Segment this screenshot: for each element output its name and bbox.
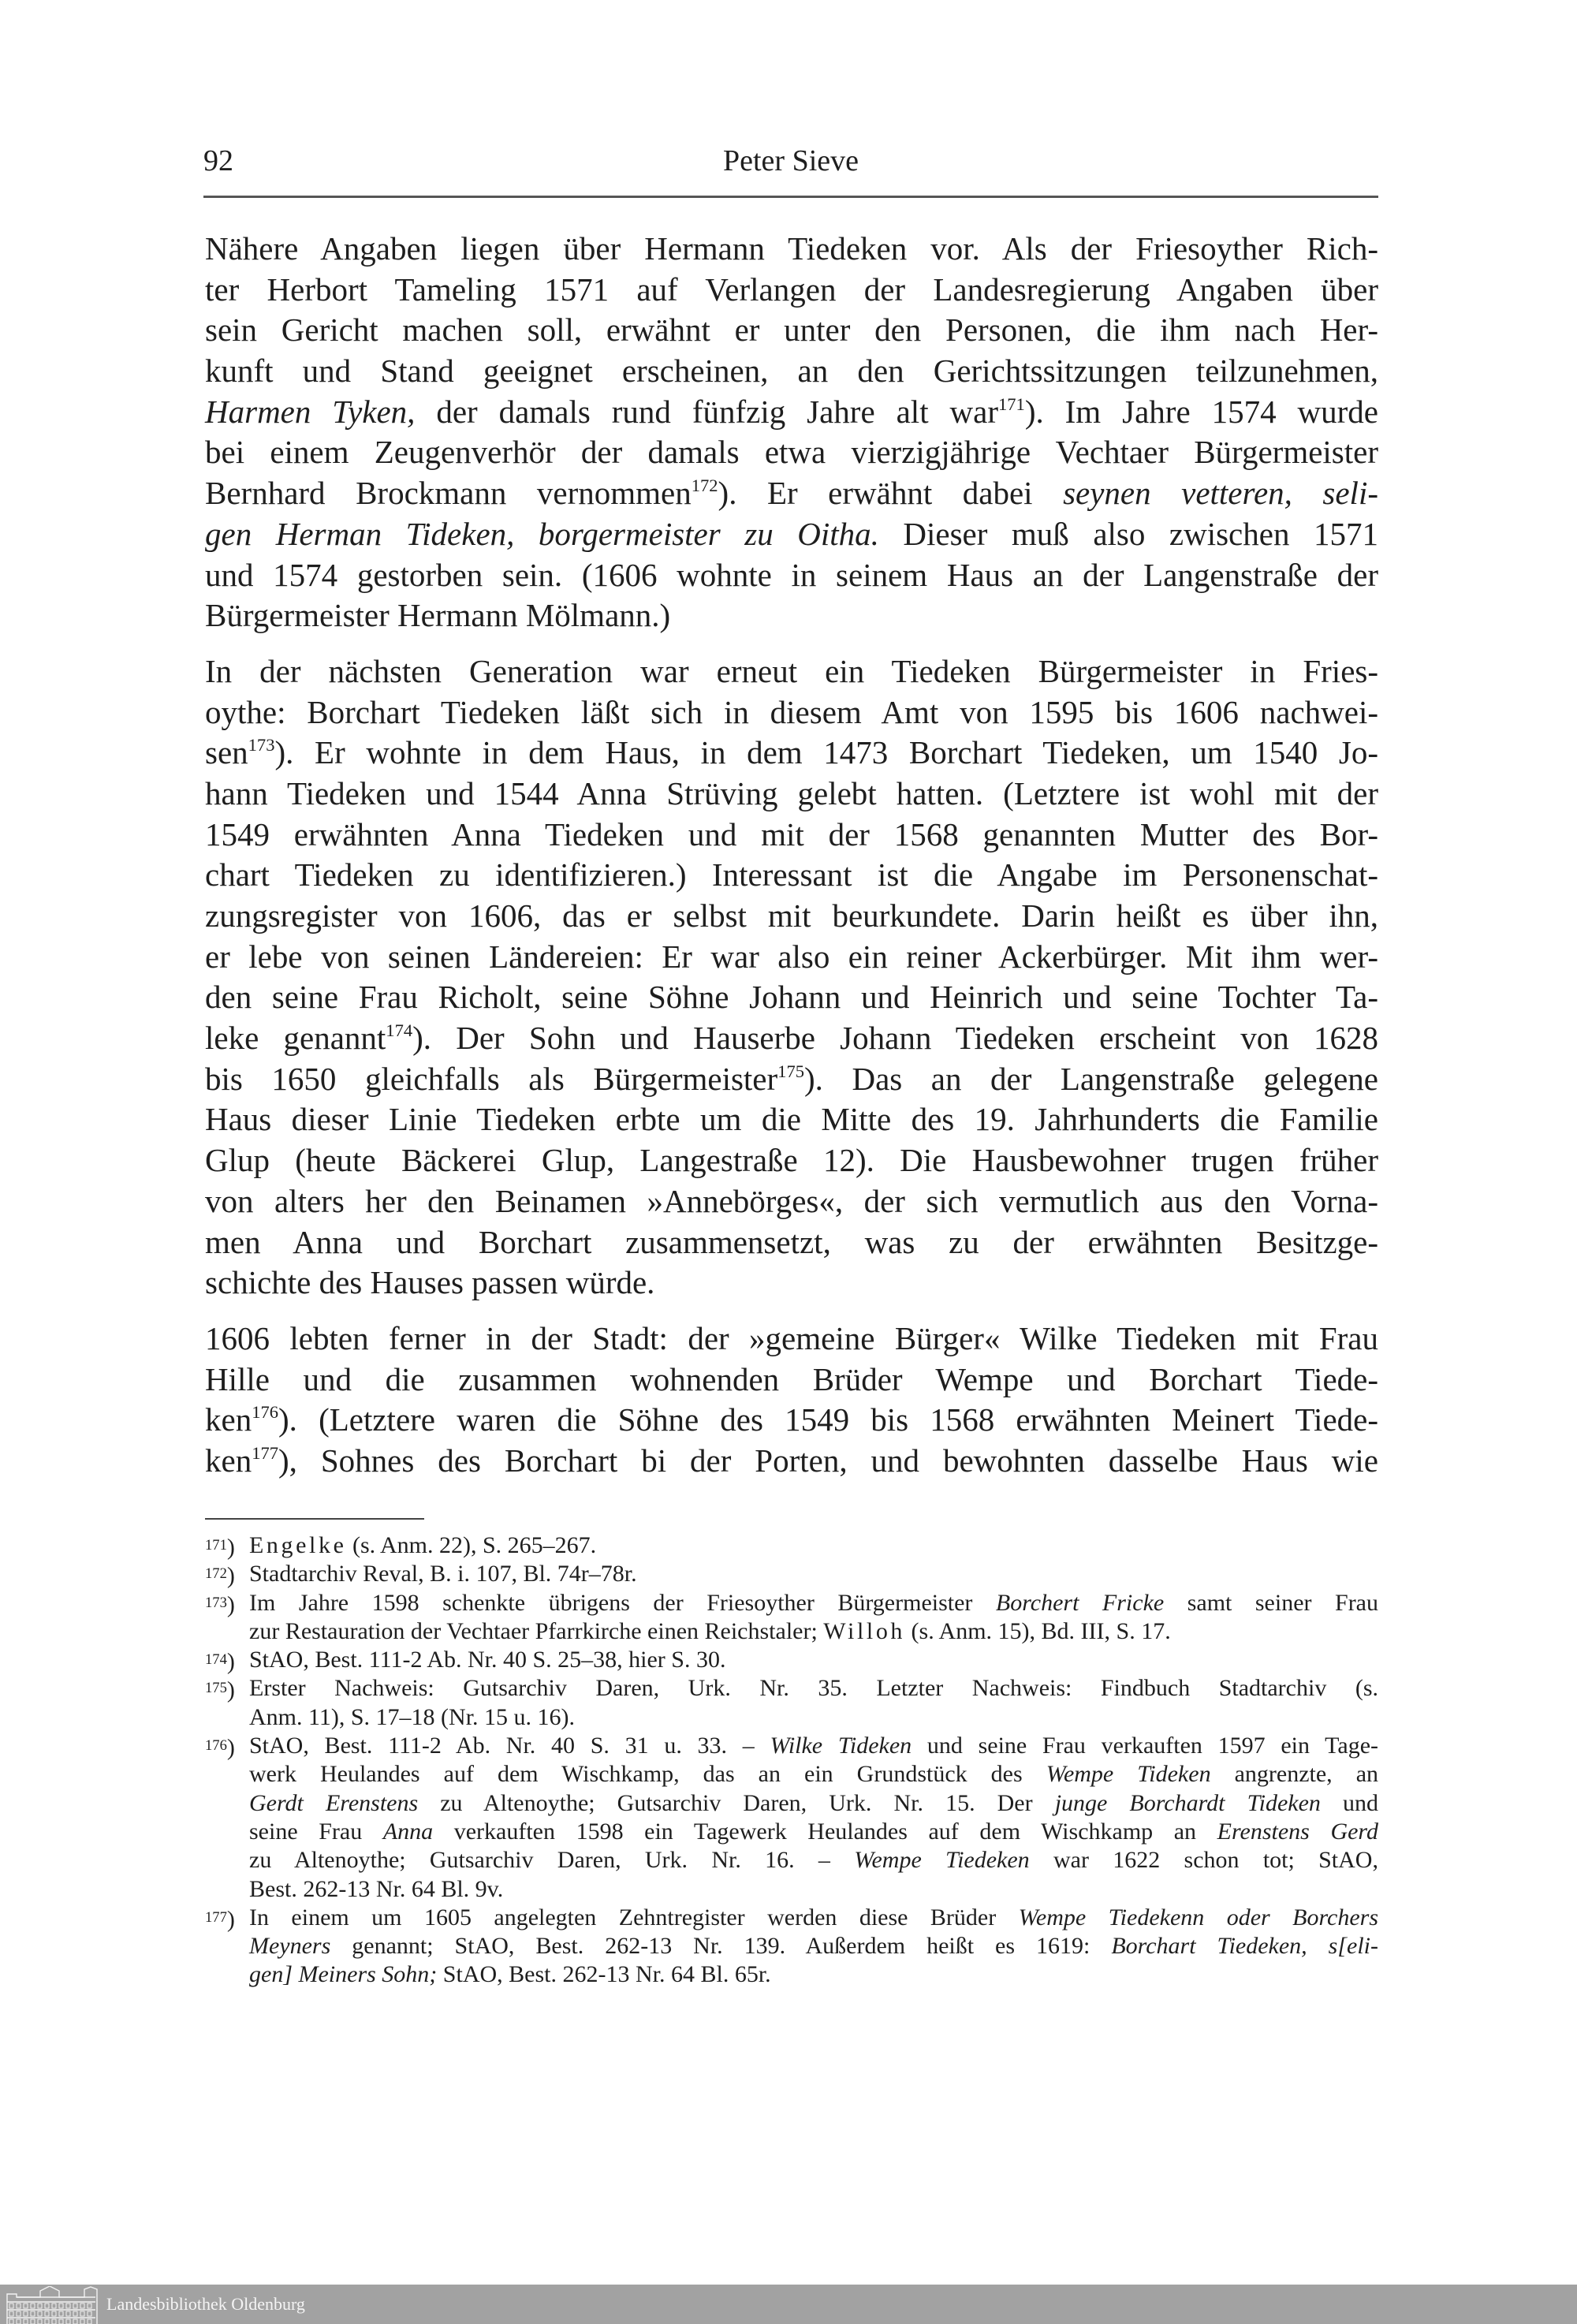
footnote-number-text: 174	[205, 1651, 227, 1669]
library-name: Landesbibliothek Oldenburg	[106, 2294, 305, 2314]
text-run: bis 1650 gleichfalls als Bürgermeister	[205, 1060, 778, 1097]
text-line	[205, 514, 1378, 555]
footnote-number: $^{174}$)	[205, 1648, 235, 1675]
text-line	[205, 692, 1378, 733]
text-run: leke genannt	[205, 1020, 386, 1057]
footnote-line	[249, 1531, 1378, 1560]
text-line	[205, 1099, 1378, 1140]
text-line	[205, 815, 1378, 856]
text-run: chart Tiedeken zu identifizieren.) Interessant ist die Angabe im Personenschat-	[205, 856, 1378, 893]
italic-text: Wempe Tiedekenn oder Borchers	[1018, 1904, 1378, 1930]
footnote-number-text: 173	[205, 1594, 227, 1611]
text-run: Erster Nachweis: Gutsarchiv Daren, Urk. Nr. 35. Letzter Nachweis: Findbuch Stadtarchiv (s.	[249, 1675, 1378, 1702]
text-run: ). Er wohnte in dem Haus, in dem 1473 Borchart Tiedeken, um 1540 Jo-	[274, 734, 1378, 771]
text-run: ken	[205, 1442, 252, 1479]
text-line	[205, 1059, 1378, 1100]
paragraph	[205, 229, 1378, 636]
text-run: oythe: Borchart Tiedeken läßt sich in diesem Amt von 1595 bis 1606 nachwei-	[205, 693, 1378, 730]
spaced-author-name: Engelke	[249, 1532, 347, 1558]
footnote	[205, 1531, 1378, 1560]
footnote-line	[249, 1674, 1378, 1703]
footnote-line	[249, 1960, 1378, 1989]
text-line	[205, 1263, 1378, 1304]
text-run: zu Altenoythe; Gutsarchiv Daren, Urk. Nr. 15. Der	[418, 1789, 1055, 1816]
footnote-number: $^{172}$)	[205, 1562, 235, 1589]
text-run: StAO, Best. 262-13 Nr. 64 Bl. 65r.	[437, 1961, 771, 1988]
text-run: ). Das an der Langenstraße gelegene	[804, 1060, 1379, 1097]
footnote-number: $^{177}$)	[205, 1906, 235, 1933]
italic-text: gen Herman Tideken, borgermeister zu Oitha.	[205, 515, 879, 552]
footnote-reference: 172	[691, 476, 718, 496]
header-rule	[203, 196, 1378, 198]
footnote-reference: 176	[252, 1402, 279, 1423]
footnote	[205, 1589, 1378, 1647]
text-line	[205, 229, 1378, 270]
text-run: zu Altenoythe; Gutsarchiv Daren, Urk. Nr. 16. –	[249, 1847, 855, 1874]
footnote-reference: 174	[386, 1020, 413, 1041]
footnote-line	[249, 1617, 1378, 1646]
text-line	[205, 473, 1378, 514]
text-run: Dieser muß also zwischen 1571	[878, 515, 1378, 552]
text-run: kunft und Stand geeignet erscheinen, an den Gerichtssitzungen teilzunehmen,	[205, 353, 1378, 390]
text-run: angrenzte, an	[1210, 1761, 1379, 1788]
text-run: (s. Anm. 22), S. 265–267.	[346, 1532, 597, 1558]
text-line	[205, 977, 1378, 1018]
footnote-number: $^{173}$)	[205, 1591, 235, 1618]
text-run: genannt; StAO, Best. 262-13 Nr. 139. Außerdem heißt es 1619:	[330, 1933, 1112, 1960]
text-line	[205, 774, 1378, 815]
running-head: Peter Sieve	[722, 144, 859, 177]
footnote-line	[249, 1560, 1378, 1588]
text-run: werk Heulandes auf dem Wischkamp, das an ein Grundstück des	[249, 1761, 1046, 1788]
text-run: den seine Frau Richolt, seine Söhne Johann und Heinrich und seine Tochter Ta-	[205, 979, 1378, 1016]
footnote-line	[249, 1732, 1378, 1760]
text-run: men Anna und Borchart zusammensetzt, was zu der erwähnten Besitzge-	[205, 1223, 1378, 1260]
text-line	[205, 1441, 1378, 1482]
footnote-line	[249, 1904, 1378, 1932]
footnote	[205, 1732, 1378, 1904]
text-line	[205, 1140, 1378, 1181]
italic-text: Anna	[382, 1818, 434, 1845]
footnote-reference: 173	[248, 735, 275, 755]
text-run: ). (Letztere waren die Söhne des 1549 bis 1568 erwähnten Meinert Tiede-	[278, 1401, 1378, 1438]
italic-text: Borchart Tiedeken, s[eli-	[1111, 1933, 1378, 1960]
footnote-number-text: 175	[205, 1680, 227, 1697]
spaced-author-name: Willoh	[823, 1617, 906, 1644]
footnote-rule	[205, 1518, 424, 1520]
footnote-line	[249, 1646, 1378, 1674]
text-line	[205, 270, 1378, 311]
text-line	[205, 896, 1378, 937]
text-run: und 1574 gestorben sein. (1606 wohnte in seinem Haus an der Langenstraße der	[205, 556, 1378, 593]
footnote-line	[249, 1818, 1378, 1846]
text-run: ). Er erwähnt dabei	[718, 475, 1064, 512]
text-line	[205, 1319, 1378, 1360]
footnote-number-text: 177	[205, 1908, 227, 1926]
footnote-line	[249, 1703, 1378, 1732]
text-run: Best. 262-13 Nr. 64 Bl. 9v.	[249, 1875, 504, 1902]
text-line	[205, 392, 1378, 433]
text-line	[205, 1181, 1378, 1222]
text-run: der damals rund fünfzig Jahre alt war	[415, 393, 998, 430]
text-run: sen	[205, 734, 248, 771]
footnote	[205, 1904, 1378, 1990]
text-run: Glup (heute Bäckerei Glup, Langestraße 12). Die Hausbewohner trugen früher	[205, 1142, 1378, 1179]
text-line	[205, 432, 1378, 473]
footnote	[205, 1674, 1378, 1732]
library-building-icon	[5, 2286, 98, 2324]
text-run: ter Herbort Tameling 1571 auf Verlangen der Landesregierung Angaben über	[205, 270, 1378, 308]
italic-text: Borchert Fricke	[995, 1589, 1165, 1616]
italic-text: Wempe Tiedeken	[854, 1847, 1030, 1874]
text-run: StAO, Best. 111-2 Ab. Nr. 40 S. 31 u. 33. –	[249, 1733, 770, 1759]
footnote-reference: 175	[777, 1061, 804, 1081]
text-line	[205, 1400, 1378, 1441]
text-line	[205, 1018, 1378, 1059]
paragraph	[205, 1319, 1378, 1482]
text-run: schichte des Hauses passen würde.	[205, 1264, 655, 1301]
text-run: Haus dieser Linie Tiedeken erbte um die Mitte des 19. Jahrhunderts die Familie	[205, 1101, 1378, 1138]
text-line	[205, 651, 1378, 692]
text-run: seine Frau	[249, 1818, 383, 1845]
page-number: 92	[203, 144, 233, 177]
text-line	[205, 351, 1378, 392]
text-run: von alters her den Beinamen »Annebörges«, der sich vermutlich aus den Vorna-	[205, 1182, 1378, 1219]
paragraph	[205, 651, 1378, 1304]
footnote-line	[249, 1789, 1378, 1818]
text-line	[205, 1222, 1378, 1263]
text-run: zur Restauration der Vechtaer Pfarrkirche einen Reichstaler;	[249, 1617, 824, 1644]
text-run: In einem um 1605 angelegten Zehntregister werden diese Brüder	[249, 1904, 1019, 1930]
text-run: ). Im Jahre 1574 wurde	[1024, 393, 1378, 430]
text-run: bei einem Zeugenverhör der damals etwa vierzigjährige Vechtaer Bürgermeister	[205, 434, 1378, 471]
text-run: Bernhard Brockmann vernommen	[205, 475, 692, 512]
footnote-number: $^{171}$)	[205, 1534, 235, 1561]
footnote-line	[249, 1932, 1378, 1960]
text-run: (s. Anm. 15), Bd. III, S. 17.	[905, 1617, 1171, 1644]
text-run: StAO, Best. 111-2 Ab. Nr. 40 S. 25–38, hier S. 30.	[249, 1647, 726, 1673]
italic-text: Wilke Tideken	[770, 1733, 912, 1759]
text-run: zungsregister von 1606, das er selbst mit beurkundete. Darin heißt es über ihn,	[205, 897, 1378, 934]
text-run: Stadtarchiv Reval, B. i. 107, Bl. 74r–78r.	[249, 1561, 637, 1587]
body-text	[205, 229, 1378, 1497]
italic-text: Meyners	[249, 1933, 331, 1960]
text-line	[205, 937, 1378, 978]
text-run: Im Jahre 1598 schenkte übrigens der Friesoyther Bürgermeister	[249, 1589, 996, 1616]
text-run: verkauften 1598 ein Tagewerk Heulandes auf dem Wischkamp an	[433, 1818, 1217, 1845]
text-run: und seine Frau verkauften 1597 ein Tage-	[912, 1733, 1378, 1759]
footnote-number-text: 176	[205, 1737, 227, 1755]
footnote-number: $^{175}$)	[205, 1677, 235, 1703]
text-run: Bürgermeister Hermann Mölmann.)	[205, 597, 671, 634]
text-run: samt seiner Frau	[1164, 1589, 1378, 1616]
text-run: sein Gericht machen soll, erwähnt er unter den Personen, die ihm nach Her-	[205, 311, 1378, 349]
footnote-line	[249, 1589, 1378, 1617]
footnote-reference: 171	[997, 394, 1025, 414]
italic-text: gen] Meiners Sohn;	[249, 1961, 438, 1988]
text-line	[205, 733, 1378, 774]
text-run: und	[1320, 1789, 1378, 1816]
text-run: ken	[205, 1401, 252, 1438]
italic-text: seynen vetteren, seli-	[1063, 475, 1378, 512]
text-line	[205, 1360, 1378, 1401]
text-run: Anm. 11), S. 17–18 (Nr. 15 u. 16).	[249, 1703, 576, 1730]
footnote-line	[249, 1846, 1378, 1874]
footnote	[205, 1560, 1378, 1588]
italic-text: Wempe Tideken	[1046, 1761, 1211, 1788]
text-run: 1549 erwähnten Anna Tiedeken und mit der 1568 genannten Mutter des Bor-	[205, 815, 1378, 852]
footnote-number: $^{176}$)	[205, 1734, 235, 1761]
text-line	[205, 555, 1378, 596]
text-run: Nähere Angaben liegen über Hermann Tiedeken vor. Als der Friesoyther Rich-	[205, 230, 1378, 267]
italic-text: Erenstens Gerd	[1217, 1818, 1378, 1845]
text-run: er lebe von seinen Ländereien: Er war also ein reiner Ackerbürger. Mit ihm wer-	[205, 938, 1378, 975]
page-header	[203, 144, 1378, 183]
text-run: hann Tiedeken und 1544 Anna Strüving gelebt hatten. (Letztere ist wohl mit der	[205, 774, 1378, 811]
footnote-line	[249, 1875, 1378, 1904]
text-run: ). Der Sohn und Hauserbe Johann Tiedeken erscheint von 1628	[412, 1020, 1378, 1057]
text-run: Hille und die zusammen wohnenden Brüder Wempe und Borchart Tiede-	[205, 1360, 1378, 1397]
text-run: In der nächsten Generation war erneut ein Tiedeken Bürgermeister in Fries-	[205, 652, 1378, 689]
italic-text: Gerdt Erenstens	[249, 1789, 419, 1816]
italic-text: junge Borchardt Tideken	[1054, 1789, 1321, 1816]
footnote-line	[249, 1760, 1378, 1789]
footer-bar	[0, 2285, 1577, 2324]
footnote-number-text: 171	[205, 1537, 227, 1554]
text-run: ), Sohnes des Borchart bi der Porten, und bewohnten dasselbe Haus wie	[278, 1442, 1378, 1479]
text-run: 1606 lebten ferner in der Stadt: der »gemeine Bürger« Wilke Tiedeken mit Frau	[205, 1319, 1378, 1356]
footnotes	[205, 1531, 1378, 1990]
text-run: war 1622 schon tot; StAO,	[1029, 1847, 1378, 1874]
footnote	[205, 1646, 1378, 1674]
text-line	[205, 595, 1378, 636]
italic-text: Harmen Tyken,	[205, 393, 416, 430]
text-line	[205, 855, 1378, 896]
footnote-number-text: 172	[205, 1565, 227, 1583]
text-line	[205, 310, 1378, 351]
footnote-reference: 177	[252, 1443, 279, 1464]
